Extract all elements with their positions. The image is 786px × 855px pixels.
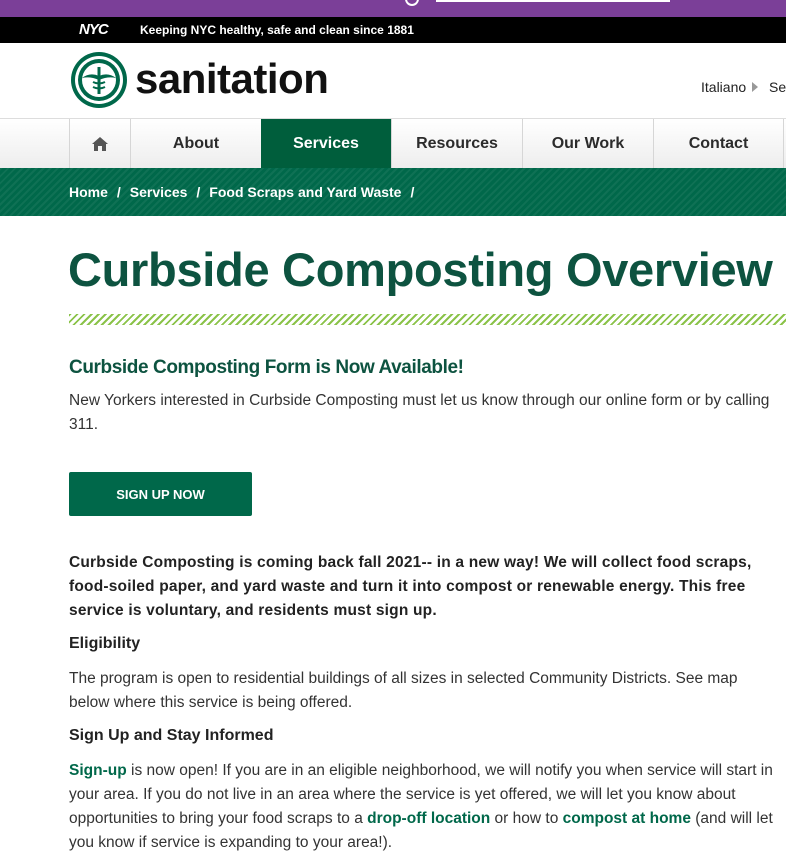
signup-text-part1: is now open! If you are in an eligible neighborhood, we will notify you when service will start in your area. If you do not live in an area where the service is yet offered, we will let you know about opportunities to bring your food scraps to a xyxy=(69,762,773,827)
nav-services[interactable]: Services xyxy=(261,119,391,168)
breadcrumb-services[interactable]: Services xyxy=(129,184,188,200)
top-utility-bar xyxy=(0,0,786,17)
breadcrumb-separator: / xyxy=(116,184,121,200)
lead-paragraph: Curbside Composting is coming back fall 2021-- in a new way! We will collect food scraps, food-soiled paper, and yard waste and turn it into compost or renewable energy. This free service is voluntary, and residents must sign up. xyxy=(69,554,752,619)
compost-at-home-link[interactable]: compost at home xyxy=(562,810,691,827)
breadcrumb-home[interactable]: Home xyxy=(69,184,108,200)
breadcrumb-bar xyxy=(0,168,786,216)
search-link[interactable]: Se xyxy=(769,79,786,95)
sign-up-button[interactable]: SIGN UP NOW xyxy=(69,472,252,516)
breadcrumb xyxy=(69,183,423,201)
drop-off-location-link[interactable]: drop-off location xyxy=(367,810,491,827)
home-icon xyxy=(91,136,109,152)
signup-text-part2: or how to xyxy=(490,810,563,827)
nyc-logo[interactable]: NYC xyxy=(79,21,108,38)
nav-resources[interactable]: Resources xyxy=(391,119,522,168)
main-nav xyxy=(0,118,786,168)
nyc-tagline: Keeping NYC healthy, safe and clean since 1881 xyxy=(140,23,414,37)
nav-contact[interactable]: Contact xyxy=(653,119,784,168)
site-brand[interactable]: sanitation xyxy=(135,55,329,102)
signup-text-part3: (and will let you know if service is expanding to your area!). xyxy=(69,810,773,851)
breadcrumb-food-scraps[interactable]: Food Scraps and Yard Waste xyxy=(209,184,402,200)
language-selector[interactable]: Italiano xyxy=(701,79,747,95)
signup-heading: Sign Up and Stay Informed xyxy=(69,727,274,744)
breadcrumb-separator: / xyxy=(196,184,201,200)
nav-about[interactable]: About xyxy=(130,119,261,168)
signup-paragraph xyxy=(69,759,774,855)
site-header xyxy=(0,43,786,118)
nav-home[interactable] xyxy=(69,119,130,168)
triangle-right-icon xyxy=(752,82,758,92)
search-icon[interactable] xyxy=(405,0,419,6)
page-title: Curbside Composting Overview xyxy=(68,243,773,296)
utility-input[interactable] xyxy=(436,0,670,2)
eligibility-heading: Eligibility xyxy=(69,635,141,652)
intro-paragraph: New Yorkers interested in Curbside Composting must let us know through our online form or by calling 311. xyxy=(69,392,770,433)
nyc-global-bar xyxy=(0,17,786,43)
eligibility-paragraph: The program is open to residential buildings of all sizes in selected Community Districts. See map below where this service is being offered. xyxy=(69,670,738,711)
breadcrumb-separator: / xyxy=(410,184,415,200)
section-heading: Curbside Composting Form is Now Available! xyxy=(69,357,464,378)
dsny-seal-logo[interactable] xyxy=(70,51,128,109)
title-divider xyxy=(69,314,786,325)
sign-up-link[interactable]: Sign-up xyxy=(69,762,127,779)
nav-our-work[interactable]: Our Work xyxy=(522,119,653,168)
